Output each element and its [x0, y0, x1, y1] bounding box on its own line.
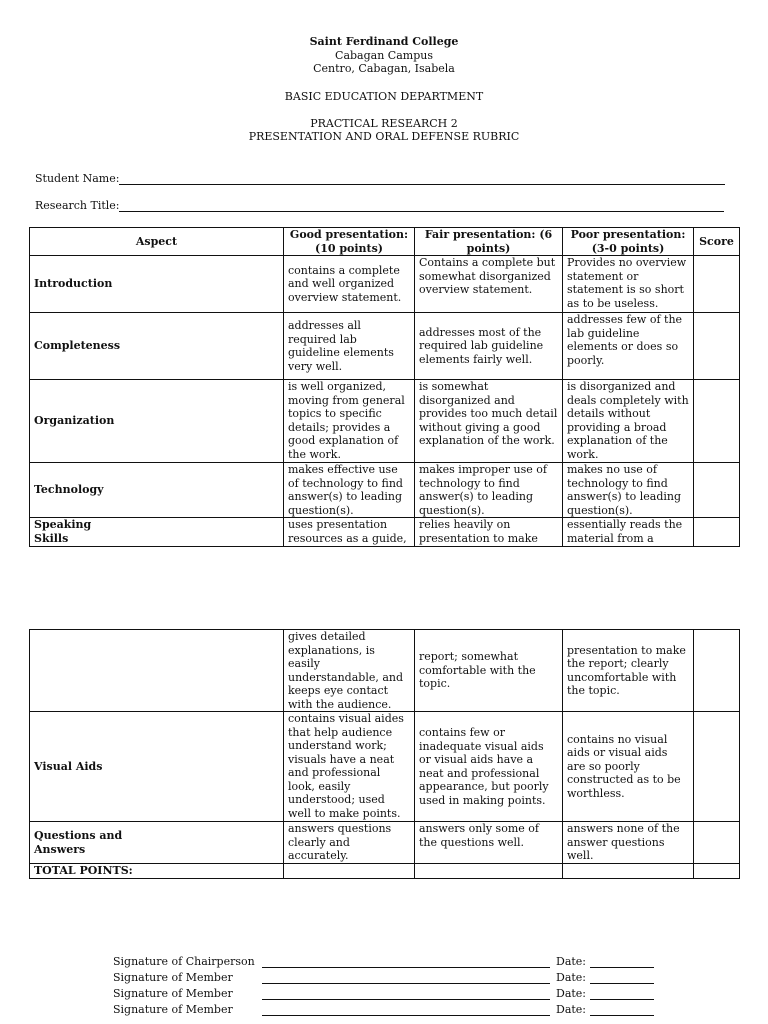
signature-line[interactable]: [262, 999, 550, 1000]
subject-title: PRACTICAL RESEARCH 2: [310, 117, 458, 130]
poor-cell: essentially reads the material from a: [563, 518, 694, 547]
signature-member-2[interactable]: [113, 987, 673, 1003]
score-cell[interactable]: [694, 518, 740, 547]
student-name-line[interactable]: [119, 184, 725, 185]
good-cell: makes effective use of technology to find answer(s) to leading question(s).: [284, 463, 415, 518]
research-title-line[interactable]: [119, 211, 724, 212]
aspect-cell: Organization: [30, 380, 284, 463]
signature-label: Signature of Chairperson: [113, 955, 255, 968]
total-score-cell[interactable]: [694, 864, 740, 879]
student-name-label: Student Name:: [35, 172, 120, 185]
table-row: [30, 518, 740, 547]
aspect-cell: Visual Aids: [30, 712, 284, 822]
document-header: [0, 35, 768, 76]
score-header: Score: [694, 228, 740, 256]
table-row: [30, 822, 740, 864]
total-points-label: TOTAL POINTS:: [30, 864, 284, 879]
poor-cell: addresses few of the lab guideline elements or does so poorly.: [563, 313, 694, 380]
poor-cell: Provides no overview statement or statement is so short as to be useless.: [563, 256, 694, 313]
aspect-cell: Technology: [30, 463, 284, 518]
student-name-field[interactable]: [35, 172, 727, 188]
score-cell[interactable]: [694, 822, 740, 864]
total-row: [30, 864, 740, 879]
aspect-cell: Questions and Answers: [30, 822, 284, 864]
signature-line[interactable]: [262, 1015, 550, 1016]
date-label: Date:: [556, 1003, 587, 1016]
fair-cell: contains few or inadequate visual aids or visual aids have a neat and professional appearance, but poorly used in making points.: [415, 712, 563, 822]
aspect-cell: [30, 630, 284, 712]
rubric-table-page1: [29, 227, 740, 547]
poor-cell: makes no use of technology to find answer(s) to leading question(s).: [563, 463, 694, 518]
signature-label: Signature of Member: [113, 971, 233, 984]
good-cell: answers questions clearly and accurately.: [284, 822, 415, 864]
poor-cell: presentation to make the report; clearly uncomfortable with the topic.: [563, 630, 694, 712]
fair-cell: makes improper use of technology to find answer(s) to leading question(s).: [415, 463, 563, 518]
poor-cell: contains no visual aids or visual aids are so poorly constructed as to be worthless.: [563, 712, 694, 822]
aspect-header: Aspect: [30, 228, 284, 256]
signature-label: Signature of Member: [113, 987, 233, 1000]
good-cell: gives detailed explanations, is easily understandable, and keeps eye contact with the audience.: [284, 630, 415, 712]
table-header-row: [30, 228, 740, 256]
total-good-cell[interactable]: [284, 864, 415, 879]
school-address: Centro, Cabagan, Isabela: [313, 62, 455, 75]
date-line[interactable]: [590, 983, 654, 984]
fair-header: Fair presentation: (6 points): [415, 228, 563, 256]
good-cell: contains a complete and well organized overview statement.: [284, 256, 415, 313]
good-cell: uses presentation resources as a guide,: [284, 518, 415, 547]
signature-label: Signature of Member: [113, 1003, 233, 1016]
date-line[interactable]: [590, 1015, 654, 1016]
date-line[interactable]: [590, 967, 654, 968]
school-name: Saint Ferdinand College: [309, 35, 459, 48]
aspect-cell: Introduction: [30, 256, 284, 313]
poor-cell: is disorganized and deals completely with details without providing a broad explanation of the work.: [563, 380, 694, 463]
table-row: [30, 313, 740, 380]
rubric-title: PRESENTATION AND ORAL DEFENSE RUBRIC: [248, 130, 520, 143]
score-cell[interactable]: [694, 380, 740, 463]
signature-member-3[interactable]: [113, 1003, 673, 1019]
score-cell[interactable]: [694, 463, 740, 518]
signature-line[interactable]: [262, 983, 550, 984]
fair-cell: Contains a complete but somewhat disorganized overview statement.: [415, 256, 563, 313]
department-name: BASIC EDUCATION DEPARTMENT: [284, 90, 484, 103]
aspect-cell: Speaking Skills: [30, 518, 284, 547]
total-poor-cell[interactable]: [563, 864, 694, 879]
fair-cell: report; somewhat comfortable with the topic.: [415, 630, 563, 712]
rubric-table-page2: [29, 629, 740, 879]
date-label: Date:: [556, 987, 587, 1000]
table-row: [30, 463, 740, 518]
good-header: Good presentation: (10 points): [284, 228, 415, 256]
table-row: [30, 380, 740, 463]
campus-name: Cabagan Campus: [335, 48, 433, 62]
fair-cell: answers only some of the questions well.: [415, 822, 563, 864]
date-label: Date:: [556, 955, 587, 968]
table-row: [30, 712, 740, 822]
table-row: [30, 256, 740, 313]
fair-cell: is somewhat disorganized and provides too much detail without giving a good explanation of the work.: [415, 380, 563, 463]
score-cell[interactable]: [694, 313, 740, 380]
signature-chairperson[interactable]: [113, 955, 673, 971]
fair-cell: addresses most of the required lab guideline elements fairly well.: [415, 313, 563, 380]
aspect-cell: Completeness: [30, 313, 284, 380]
signature-member-1[interactable]: [113, 971, 673, 987]
good-cell: is well organized, moving from general topics to specific details; provides a good explanation of the work.: [284, 380, 415, 463]
score-cell[interactable]: [694, 630, 740, 712]
signature-line[interactable]: [262, 967, 550, 968]
poor-header: Poor presentation: (3-0 points): [563, 228, 694, 256]
score-cell[interactable]: [694, 256, 740, 313]
research-title-field[interactable]: [35, 199, 727, 215]
fair-cell: relies heavily on presentation to make: [415, 518, 563, 547]
good-cell: addresses all required lab guideline elements very well.: [284, 313, 415, 380]
research-title-label: Research Title:: [35, 199, 120, 212]
date-line[interactable]: [590, 999, 654, 1000]
poor-cell: answers none of the answer questions well.: [563, 822, 694, 864]
good-cell: contains visual aides that help audience understand work; visuals have a neat and professional look, easily understood; used well to make points.: [284, 712, 415, 822]
total-fair-cell[interactable]: [415, 864, 563, 879]
score-cell[interactable]: [694, 712, 740, 822]
date-label: Date:: [556, 971, 587, 984]
table-row: [30, 630, 740, 712]
